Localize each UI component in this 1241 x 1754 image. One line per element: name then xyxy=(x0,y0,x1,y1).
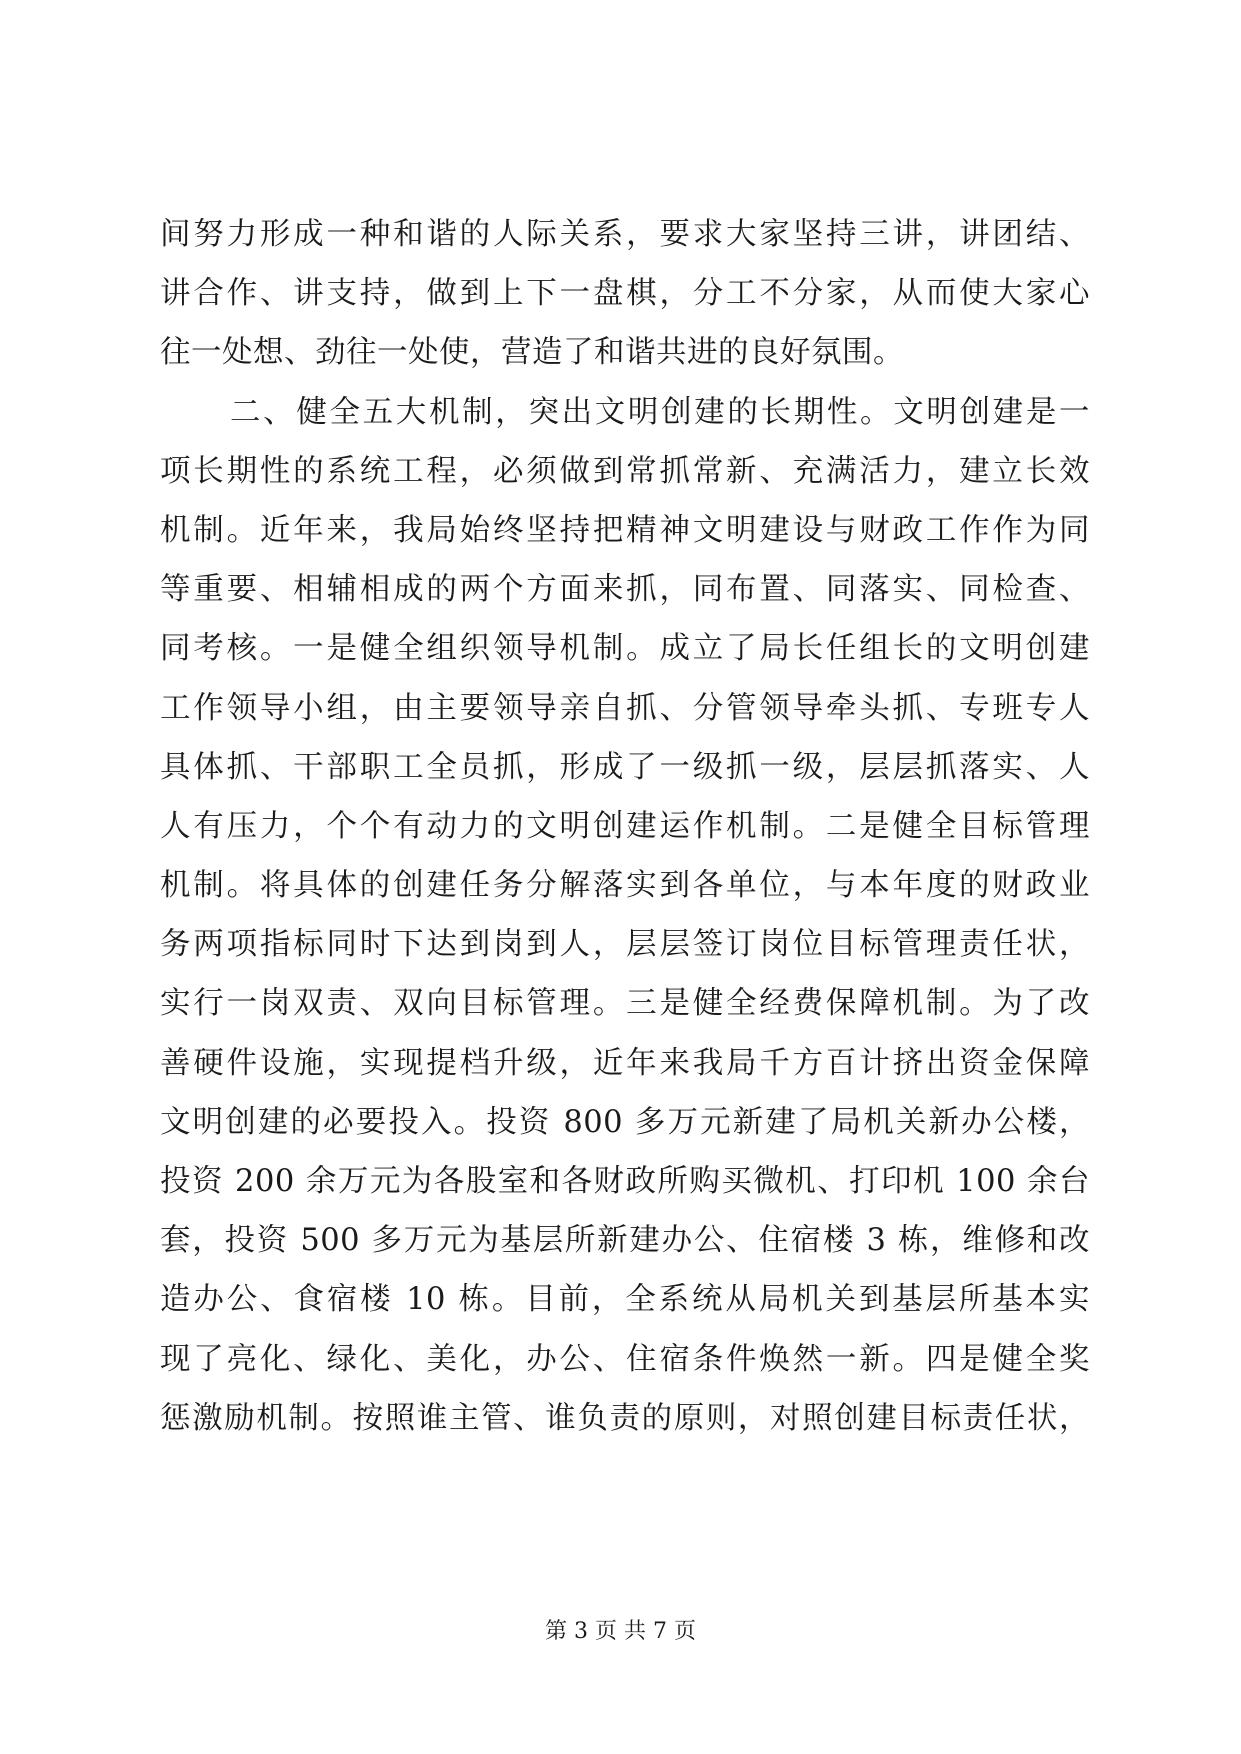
text-line: 现了亮化、绿化、美化，办公、住宿条件焕然一新。四是健全奖 xyxy=(160,1341,1090,1377)
text-line: 往一处想、劲往一处使，营造了和谐共进的良好氛围。 xyxy=(160,335,904,371)
text-line: 项长期性的系统工程，必须做到常抓常新、充满活力，建立长效 xyxy=(160,453,1090,489)
paragraph-start-line: 二、健全五大机制，突出文明创建的长期性。文明创建是一 xyxy=(230,394,1090,430)
text-line: 工作领导小组，由主要领导亲自抓、分管领导牵头抓、专班专人 xyxy=(160,690,1090,726)
text-line: 人有压力，个个有动力的文明创建运作机制。二是健全目标管理 xyxy=(160,808,1090,844)
text-line: 实行一岗双责、双向目标管理。三是健全经费保障机制。为了改 xyxy=(160,986,1090,1022)
text-line: 造办公、食宿楼 10 栋。目前，全系统从局机关到基层所基本实 xyxy=(160,1282,1090,1318)
text-line: 等重要、相辅相成的两个方面来抓，同布置、同落实、同检查、 xyxy=(160,572,1090,608)
text-line: 惩激励机制。按照谁主管、谁负责的原则，对照创建目标责任状， xyxy=(160,1400,1090,1436)
text-line: 套，投资 500 多万元为基层所新建办公、住宿楼 3 栋，维修和改 xyxy=(160,1223,1090,1259)
text-line: 投资 200 余万元为各股室和各财政所购买微机、打印机 100 余台 xyxy=(160,1164,1090,1199)
text-line: 具体抓、干部职工全员抓，形成了一级抓一级，层层抓落实、人 xyxy=(160,749,1090,785)
text-line: 善硬件设施，实现提档升级，近年来我局千方百计挤出资金保障 xyxy=(160,1045,1090,1081)
text-line: 务两项指标同时下达到岗到人，层层签订岗位目标管理责任状， xyxy=(160,927,1090,963)
text-line: 文明创建的必要投入。投资 800 多万元新建了局机关新办公楼， xyxy=(160,1104,1090,1140)
text-line: 同考核。一是健全组织领导机制。成立了局长任组长的文明创建 xyxy=(160,631,1090,667)
page-number-footer: 第 3 页 共 7 页 xyxy=(545,1619,696,1644)
text-line: 间努力形成一种和谐的人际关系，要求大家坚持三讲，讲团结、 xyxy=(160,217,1090,252)
body-text xyxy=(160,205,1090,1448)
text-line: 讲合作、讲支持，做到上下一盘棋，分工不分家，从而使大家心 xyxy=(160,276,1090,312)
text-line: 机制。近年来，我局始终坚持把精神文明建设与财政工作作为同 xyxy=(160,512,1090,548)
text-line: 机制。将具体的创建任务分解落实到各单位，与本年度的财政业 xyxy=(160,868,1090,904)
